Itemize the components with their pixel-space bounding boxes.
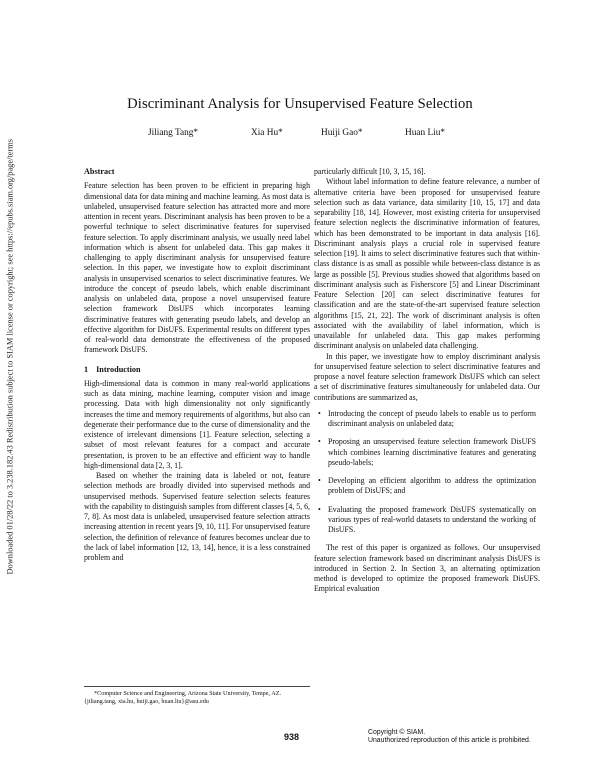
author-name: Jiliang Tang* <box>148 128 199 138</box>
footnote-text: *Computer Science and Engineering, Arizona State University, Tempe, AZ. {jiliang.tang, xia.hu, huiji.gao, huan.liu}@asu.edu <box>84 690 282 705</box>
list-item: • Proposing an unsupervised feature selection framework DisUFS which combines learning discriminative features and generating pseudo-labels; <box>318 437 536 467</box>
contribution-list <box>314 409 540 536</box>
bullet-icon: • <box>318 437 321 447</box>
copyright-line: Copyright © SIAM. <box>368 729 426 736</box>
list-item: • Introducing the concept of pseudo labels to enable us to perform discriminant analysis on unlabeled data; <box>318 408 536 428</box>
paragraph: Based on whether the training data is labeled or not, feature selection methods are broadly divided into supervised methods and unsupervised methods. Supervised feature selection selects features with the capability to distinguish samples from different classes [4, 5, 6, 7, 8]. As most data is unlabeled, unsupervised feature selection attracts increasing attention in recent years [9, 10, 11]. For unsupervised feature selection, the definition of relevance of features becomes unclear due to the lack of label information [12, 13, 14], hence, it is a less constrained problem and <box>84 471 310 562</box>
paragraph: particularly difficult [10, 3, 15, 16]. <box>314 167 426 176</box>
page-number: 938 <box>284 732 300 742</box>
abstract-text: Feature selection has been proven to be efficient in preparing high dimensional data for data mining and machine learning. As most data is unlabeled, unsupervised feature selection has attracted more and more attention in recent years. Discriminant analysis has been proven to be a powerful technique to select discriminative features for supervised feature selection. To apply discriminant analysis, we usually need label information which is absent for unlabeled data. This gap makes it challenging to apply discriminant analysis for unsupervised feature selection. In this paper, we investigate how to exploit discriminant analysis in unsupervised scenarios to select discriminative features. We introduce the concept of pseudo labels, which enable discriminant analysis on unlabeled data, propose a novel unsupervised feature selection framework DisUFS which incorporates learning discriminative features with generating pseudo labels, and develop an effective algorithm for DisUFS. Experimental results on different types of real-world data demonstrate the effectiveness of the proposed framework DisUFS. <box>84 181 310 355</box>
paragraph: The rest of this paper is organized as follows. Our unsupervised feature selection framework based on discriminant analysis DisUFS is introduced in Section 2. In Section 3, an alternating optimization method is developed to optimize the proposed framework DisUFS. Empirical evaluation <box>314 543 540 594</box>
right-column <box>314 167 540 595</box>
footnote <box>84 686 310 706</box>
section-number: 1 <box>84 364 89 374</box>
author-name: Huiji Gao* <box>321 128 363 138</box>
paragraph: Without label information to define feature relevance, a number of alternative criteria have been proposed for unsupervised feature selection such as data variance, data similarity [10, 15, 17] and data separability [18, 14]. However, most existing criteria for unsupervised feature selection neglects the discriminative information of features, which has been demonstrated to be important in data analysis [16]. Discriminant analysis plays a crucial role in supervised feature selection [19]. It aims to select discriminative features such that within-class distance is as small as possible while between-class distance is as large as possible [5]. Previous studies showed that algorithms based on discriminant analysis such as Fisherscore [5] and Linear Discriminant Feature Selection [20] can select discriminative features for classification and are the state-of-the-art supervised feature selection algorithms [15, 21, 22]. The work of discriminant analysis is often associated with the availability of label information, which is unavailable for unlabeled data. This gap makes performing discriminant analysis on unlabeled data challenging. <box>314 177 540 351</box>
section-heading <box>84 365 310 375</box>
author-name: Huan Liu* <box>405 128 446 138</box>
bullet-icon: • <box>318 476 321 485</box>
author-name: Xia Hu* <box>251 128 283 138</box>
list-item: • Developing an efficient algorithm to address the optimization problem of DisUFS; and <box>318 476 536 496</box>
copyright-notice <box>368 729 531 746</box>
download-stamp: Downloaded 01/28/22 to 3.238.182.43 Redistribution subject to SIAM license or copyright; see https://epubs.siam.org/page/terms <box>5 138 15 575</box>
section-title: Introduction <box>96 364 141 374</box>
bullet-icon: • <box>318 504 321 514</box>
paper-title: Discriminant Analysis for Unsupervised Feature Selection <box>127 96 473 112</box>
paragraph: In this paper, we investigate how to employ discriminant analysis for unsupervised feature selection to select discriminative features and propose a novel feature selection framework DisUFS which can select a set of discriminative features simultaneously for unlabeled data. Our contributions are summarized as, <box>314 351 540 402</box>
abstract-heading: Abstract <box>84 167 115 176</box>
paragraph: High-dimensional data is common in many real-world applications such as data mining, machine learning, computer vision and image processing. Data with high dimensionality not only significantly increases the time and memory requirements of algorithms, but also can degenerate their performance due to the curse of dimensionality and the existence of irrelevant dimensions [1]. Feature selection, selecting a subset of most relevant features for a compact and accurate presentation, is proven to be an effective and efficient way to handle high-dimensional data [2, 3, 1]. <box>84 378 310 470</box>
copyright-line: Unauthorized reproduction of this article is prohibited. <box>368 737 531 745</box>
bullet-icon: • <box>318 408 321 418</box>
list-item: • Evaluating the proposed framework DisUFS systematically on various types of real-world datasets to understand the working of DisUFS. <box>318 504 536 534</box>
left-column <box>84 167 310 563</box>
